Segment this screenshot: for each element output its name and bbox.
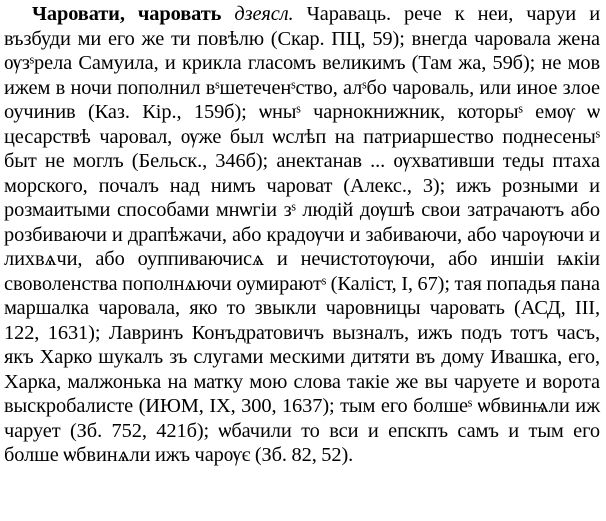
entry-body-text: Чараваць. рече к неи, чаруи и възбуди ми его же ти повѣлю (Скар. ПЦ, 59); внегда чаровала жена ѹзˢрела Самуила, и крикла гласомъ великимъ (Там жа, 59б); не мов ижем в ночи пополнил вˢшетеченˢство, алˢбо чароваль, или иное злое оучинив (Каз. Кір., 159б); ѡныˢ чарнокнижник, которыˢ емѹ ѡ цесарствѣ чаровал, ѹже был ѡслѣп на патриаршество поднесеныˢ быт не моглъ (Бельск., 346б); анектанав ... ѹхвативши теды птаха морского, почалъ над нимъ чароват (Алекс., 3); ижъ розными и розмаитыми способами мнѡгiи зˢ людій дѹшѣ свои затрачаютъ або розбиваючи и драпѣжачи, або крадѹчи и забиваючи, або чарѹючи и лихвѧчи, або оуппиваючисѧ и нечистотѹючи, або иншiи ѩкiи своволенства пополнѧючи оумираютˢ (Каліст, І, 67); тая попадья пана маршалка чаровала, яко то звыкли чаровницы чаровать (АСД, III, 122, 1631); Лавринъ Конъдратовичъ вызналъ, ижъ подъ тотъ часъ, якъ Харко шукалъ зъ слугами мескими дитяти въ дому Ивашка, его, Харка, малжонька на матку мою слова такіе же вы чаруете и ворота выскробалисте (ИЮМ, IX, 300, 1637); тым его болшеˢ ѡбвинѩли иж чарует (Зб. 752, 421б); ѡбачили то вси и епскпъ самъ и тым его болше ѡбвинѧли ижъ чарѹє (Зб. 82, 52). <box>4 3 601 466</box>
dictionary-entry <box>4 2 600 468</box>
entry-grammar-label: дзеясл. <box>234 3 294 25</box>
entry-headword: Чаровати, чаровать <box>32 3 222 25</box>
